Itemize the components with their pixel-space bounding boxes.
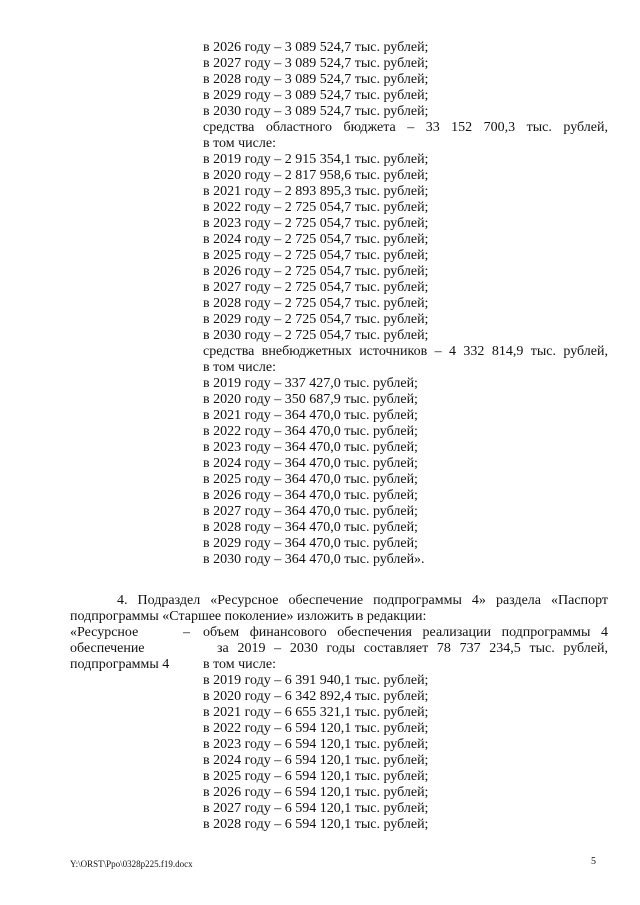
extrabudget-year-line: в 2019 году – 337 427,0 тыс. рублей; [203, 376, 418, 391]
federal-year-line: в 2030 году – 3 089 524,7 тыс. рублей; [203, 104, 429, 119]
regional-year-line: в 2019 году – 2 915 354,1 тыс. рублей; [203, 152, 429, 167]
section-4-paragraph [70, 593, 608, 625]
extrabudget-year-line: в 2020 году – 350 687,9 тыс. рублей; [203, 392, 418, 407]
extrabudget-year-line: в 2024 году – 364 470,0 тыс. рублей; [203, 456, 418, 471]
resource-label-column [70, 625, 180, 673]
regional-year-line: в 2028 году – 2 725 054,7 тыс. рублей; [203, 296, 429, 311]
extrabudget-year-line: в 2028 году – 364 470,0 тыс. рублей; [203, 520, 418, 535]
regional-year-line: в 2027 году – 2 725 054,7 тыс. рублей; [203, 280, 429, 295]
regional-year-line: в 2022 году – 2 725 054,7 тыс. рублей; [203, 200, 429, 215]
subprogram-4-intro-line-2: за 2019 – 2030 годы составляет 78 737 234,5 тыс. рублей, [217, 641, 608, 656]
subprogram-4-year-line: в 2022 году – 6 594 120,1 тыс. рублей; [203, 721, 429, 736]
subprogram-4-year-line: в 2024 году – 6 594 120,1 тыс. рублей; [203, 753, 429, 768]
extrabudget-year-line: в 2030 году – 364 470,0 тыс. рублей». [203, 552, 425, 567]
subprogram-4-year-line: в 2027 году – 6 594 120,1 тыс. рублей; [203, 801, 429, 816]
regional-year-line: в 2026 году – 2 725 054,7 тыс. рублей; [203, 264, 429, 279]
extrabudget-year-line: в 2023 году – 364 470,0 тыс. рублей; [203, 440, 418, 455]
extrabudget-year-line: в 2026 году – 364 470,0 тыс. рублей; [203, 488, 418, 503]
section-4-line-2: подпрограммы «Старшее поколение» изложить в редакции: [70, 609, 427, 624]
subprogram-4-year-line: в 2028 году – 6 594 120,1 тыс. рублей; [203, 817, 429, 832]
federal-year-line: в 2027 году – 3 089 524,7 тыс. рублей; [203, 56, 429, 71]
regional-year-line: в 2021 году – 2 893 895,3 тыс. рублей; [203, 184, 429, 199]
extrabudget-year-line: в 2021 году – 364 470,0 тыс. рублей; [203, 408, 418, 423]
regional-budget-subheading: в том числе: [203, 136, 276, 151]
footer-file-path: Y:\ORST\Ppo\0328p225.f19.docx [70, 859, 193, 869]
regional-year-line: в 2029 году – 2 725 054,7 тыс. рублей; [203, 312, 429, 327]
subprogram-4-year-line: в 2023 году – 6 594 120,1 тыс. рублей; [203, 737, 429, 752]
federal-year-line: в 2029 году – 3 089 524,7 тыс. рублей; [203, 88, 429, 103]
federal-year-line: в 2026 году – 3 089 524,7 тыс. рублей; [203, 40, 429, 55]
subprogram-4-year-line: в 2026 году – 6 594 120,1 тыс. рублей; [203, 785, 429, 800]
extrabudget-year-line: в 2022 году – 364 470,0 тыс. рублей; [203, 424, 418, 439]
label-dash: – [183, 625, 190, 640]
regional-year-line: в 2020 году – 2 817 958,6 тыс. рублей; [203, 168, 429, 183]
subprogram-4-funding-block [203, 625, 608, 833]
regional-year-line: в 2030 году – 2 725 054,7 тыс. рублей; [203, 328, 429, 343]
page-number: 5 [591, 856, 596, 867]
regional-budget-heading: средства областного бюджета – 33 152 700,3 тыс. рублей, [203, 120, 608, 135]
extrabudget-year-line: в 2027 году – 364 470,0 тыс. рублей; [203, 504, 418, 519]
regional-year-line: в 2024 году – 2 725 054,7 тыс. рублей; [203, 232, 429, 247]
subprogram-4-subheading: в том числе: [203, 657, 276, 672]
subprogram-4-year-line: в 2019 году – 6 391 940,1 тыс. рублей; [203, 673, 429, 688]
regional-year-line: в 2023 году – 2 725 054,7 тыс. рублей; [203, 216, 429, 231]
subprogram-4-year-line: в 2021 году – 6 655 321,1 тыс. рублей; [203, 705, 429, 720]
extrabudget-heading: средства внебюджетных источников – 4 332 814,9 тыс. рублей, [203, 344, 608, 359]
extrabudget-year-line: в 2025 году – 364 470,0 тыс. рублей; [203, 472, 418, 487]
section-4-line-1: 4. Подраздел «Ресурсное обеспечение подпрограммы 4» раздела «Паспорт [117, 593, 608, 608]
extrabudget-year-line: в 2029 году – 364 470,0 тыс. рублей; [203, 536, 418, 551]
resource-label-line: подпрограммы 4 [70, 657, 170, 672]
subprogram-4-intro-line-1: объем финансового обеспечения реализации подпрограммы 4 [203, 625, 608, 640]
extrabudget-subheading: в том числе: [203, 360, 276, 375]
subprogram-4-year-line: в 2025 году – 6 594 120,1 тыс. рублей; [203, 769, 429, 784]
resource-label-line: «Ресурсное [70, 625, 139, 640]
resource-label-line: обеспечение [70, 641, 145, 656]
federal-year-line: в 2028 году – 3 089 524,7 тыс. рублей; [203, 72, 429, 87]
subprogram-4-year-line: в 2020 году – 6 342 892,4 тыс. рублей; [203, 689, 429, 704]
funding-continuation-block [203, 40, 608, 568]
regional-year-line: в 2025 году – 2 725 054,7 тыс. рублей; [203, 248, 429, 263]
